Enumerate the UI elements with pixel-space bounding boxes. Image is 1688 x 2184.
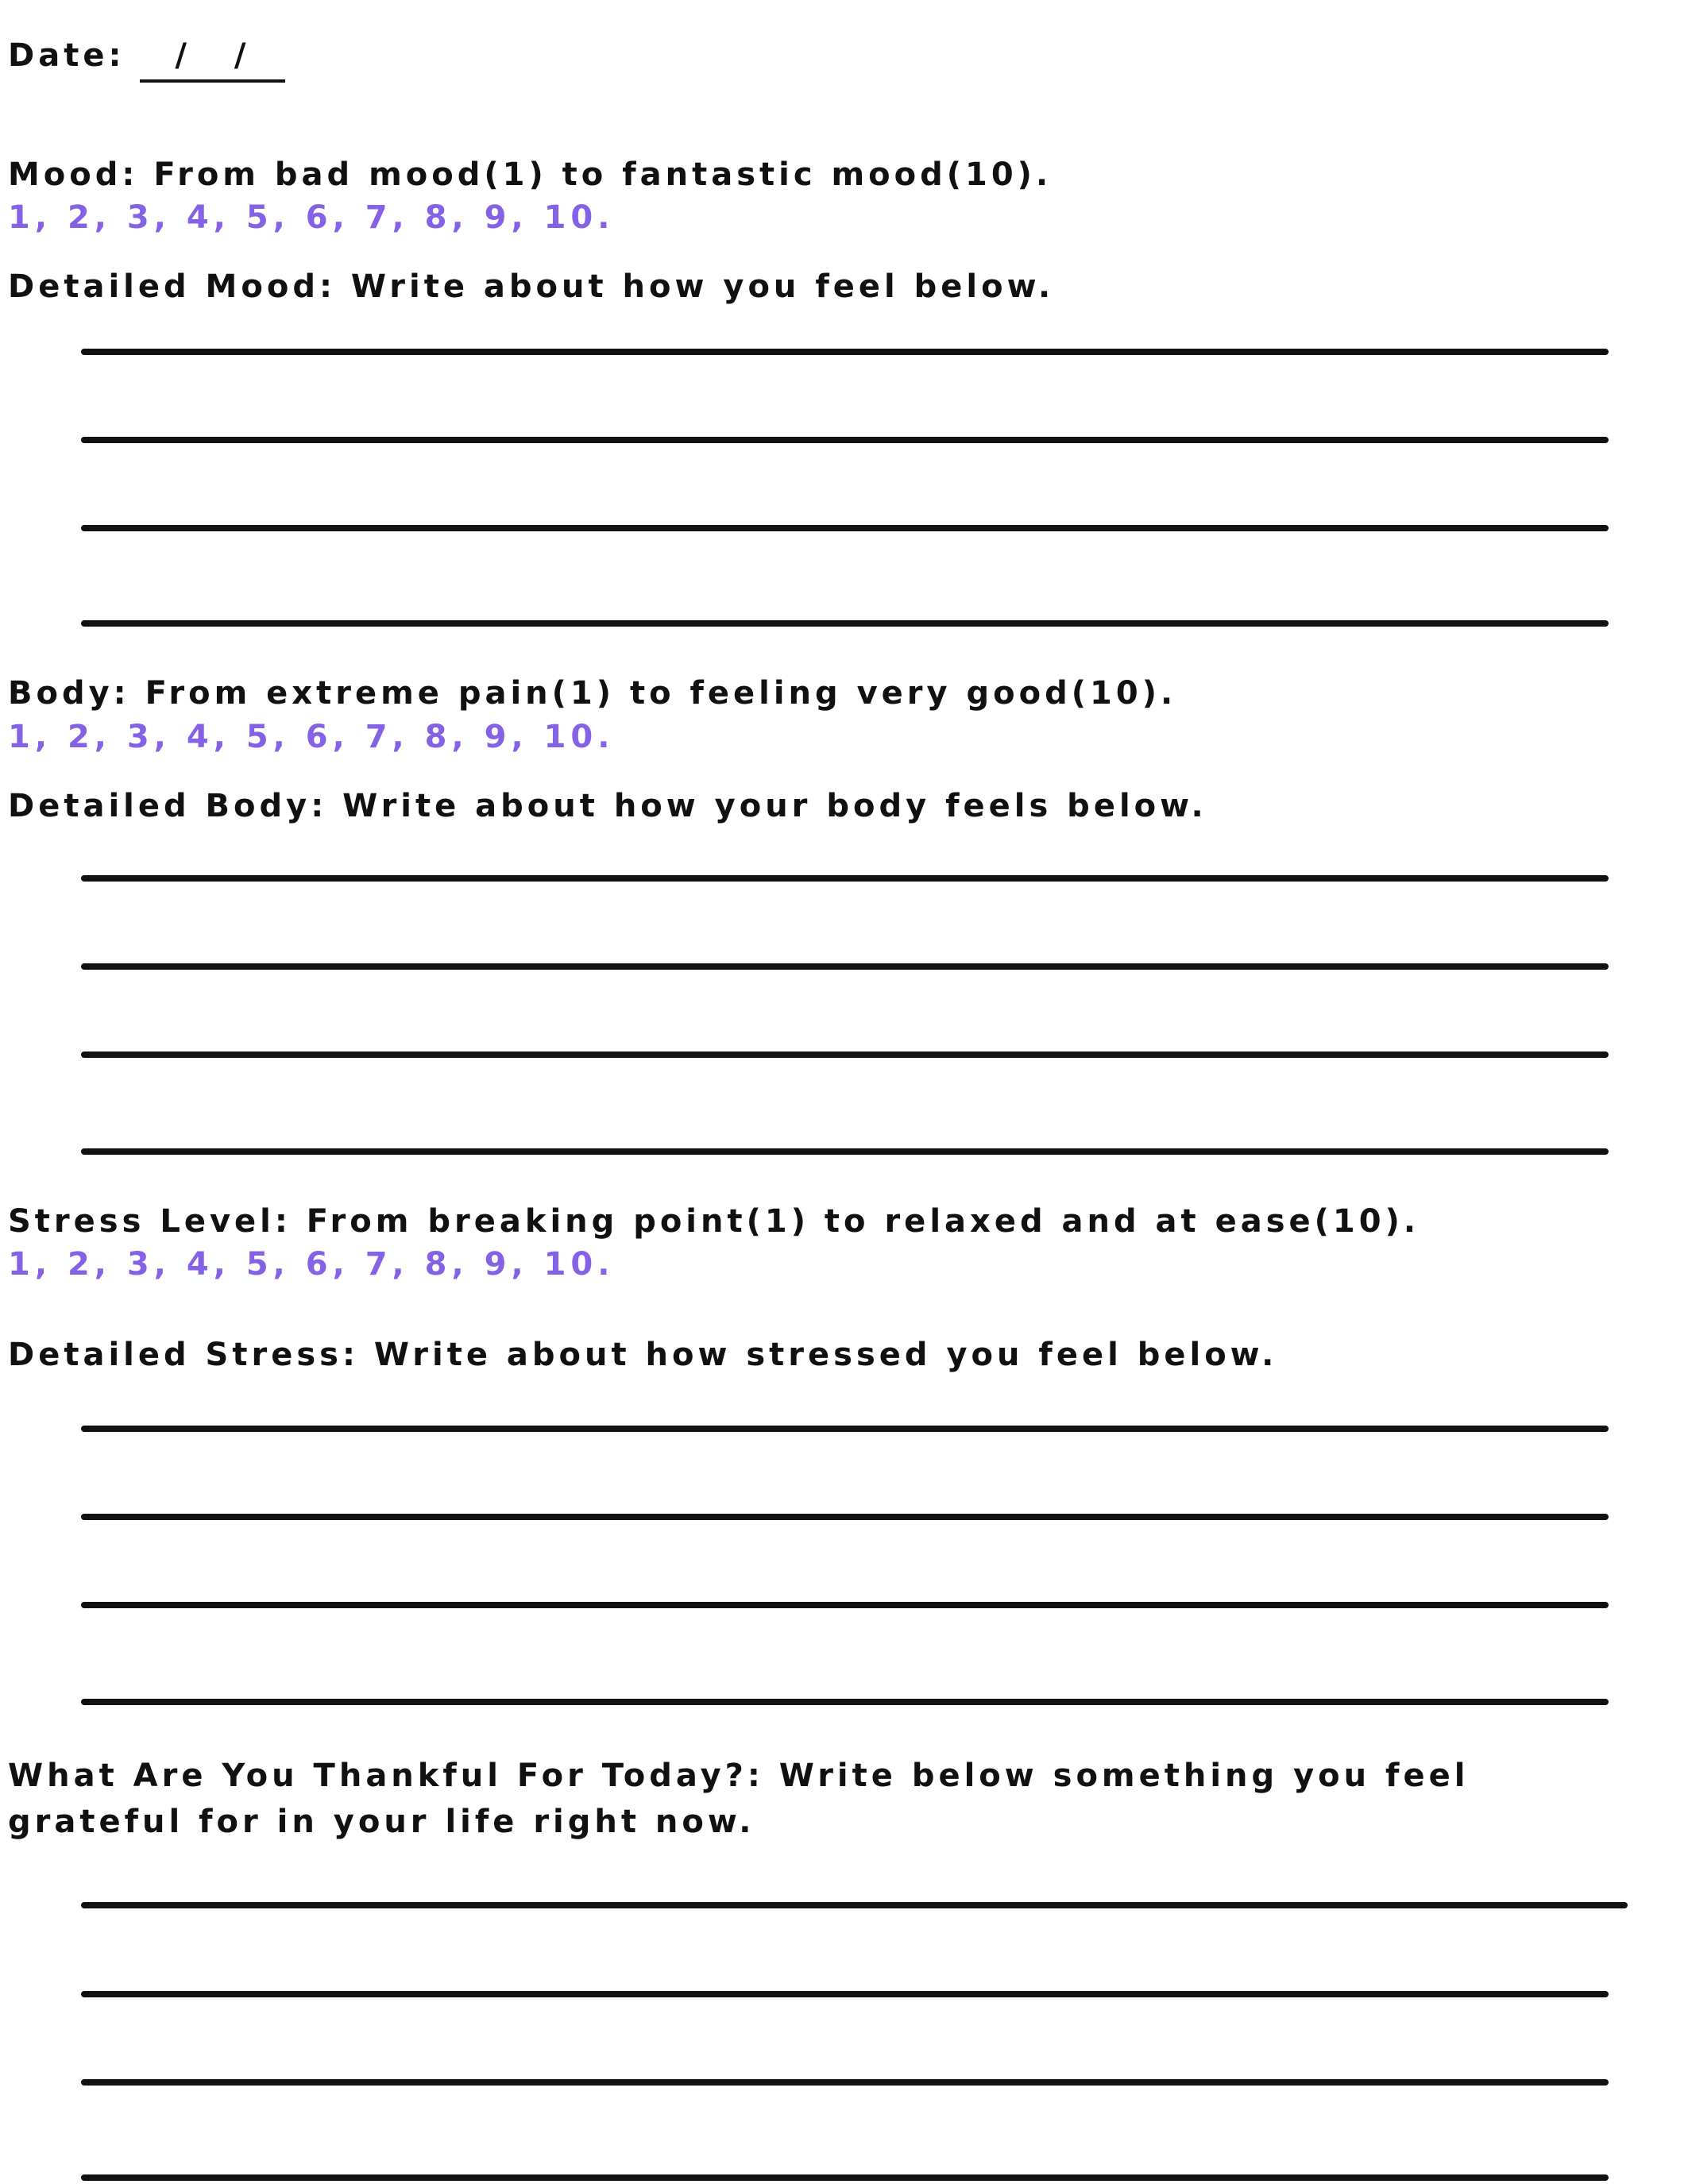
stress-writing-line[interactable] [81,1426,1609,1432]
mood-writing-line[interactable] [81,525,1609,531]
body-detail-prompt: Detailed Body: Write about how your body feels below. [8,788,1207,824]
date-field [8,33,285,83]
mood-heading: Mood: From bad mood(1) to fantastic mood(10). [8,156,1053,193]
body-writing-line[interactable] [81,1051,1609,1058]
stress-detail-prompt: Detailed Stress: Write about how stressed you feel below. [8,1337,1278,1373]
mood-writing-line[interactable] [81,437,1609,443]
mood-writing-line[interactable] [81,620,1609,627]
stress-writing-line[interactable] [81,1699,1609,1705]
stress-writing-line[interactable] [81,1602,1609,1608]
date-label: Date: [8,37,126,74]
body-writing-line[interactable] [81,875,1609,882]
date-blank[interactable]: / / [140,33,284,83]
body-heading: Body: From extreme pain(1) to feeling very good(10). [8,675,1177,712]
thankful-writing-line[interactable] [81,2174,1609,2181]
thankful-writing-line[interactable] [81,2079,1609,2086]
body-writing-line[interactable] [81,1148,1609,1155]
mood-writing-line[interactable] [81,349,1609,355]
mood-scale[interactable]: 1, 2, 3, 4, 5, 6, 7, 8, 9, 10. [8,199,615,236]
mood-detail-prompt: Detailed Mood: Write about how you feel below. [8,268,1055,305]
thankful-writing-line[interactable] [81,1991,1609,1997]
body-writing-line[interactable] [81,963,1609,970]
body-scale[interactable]: 1, 2, 3, 4, 5, 6, 7, 8, 9, 10. [8,719,615,755]
thankful-prompt-line2: grateful for in your life right now. [8,1804,755,1840]
thankful-writing-line[interactable] [81,1902,1628,1908]
stress-heading: Stress Level: From breaking point(1) to relaxed and at ease(10). [8,1203,1420,1240]
stress-scale[interactable]: 1, 2, 3, 4, 5, 6, 7, 8, 9, 10. [8,1246,615,1283]
stress-writing-line[interactable] [81,1514,1609,1520]
thankful-prompt-line1: What Are You Thankful For Today?: Write below something you feel [8,1758,1470,1794]
